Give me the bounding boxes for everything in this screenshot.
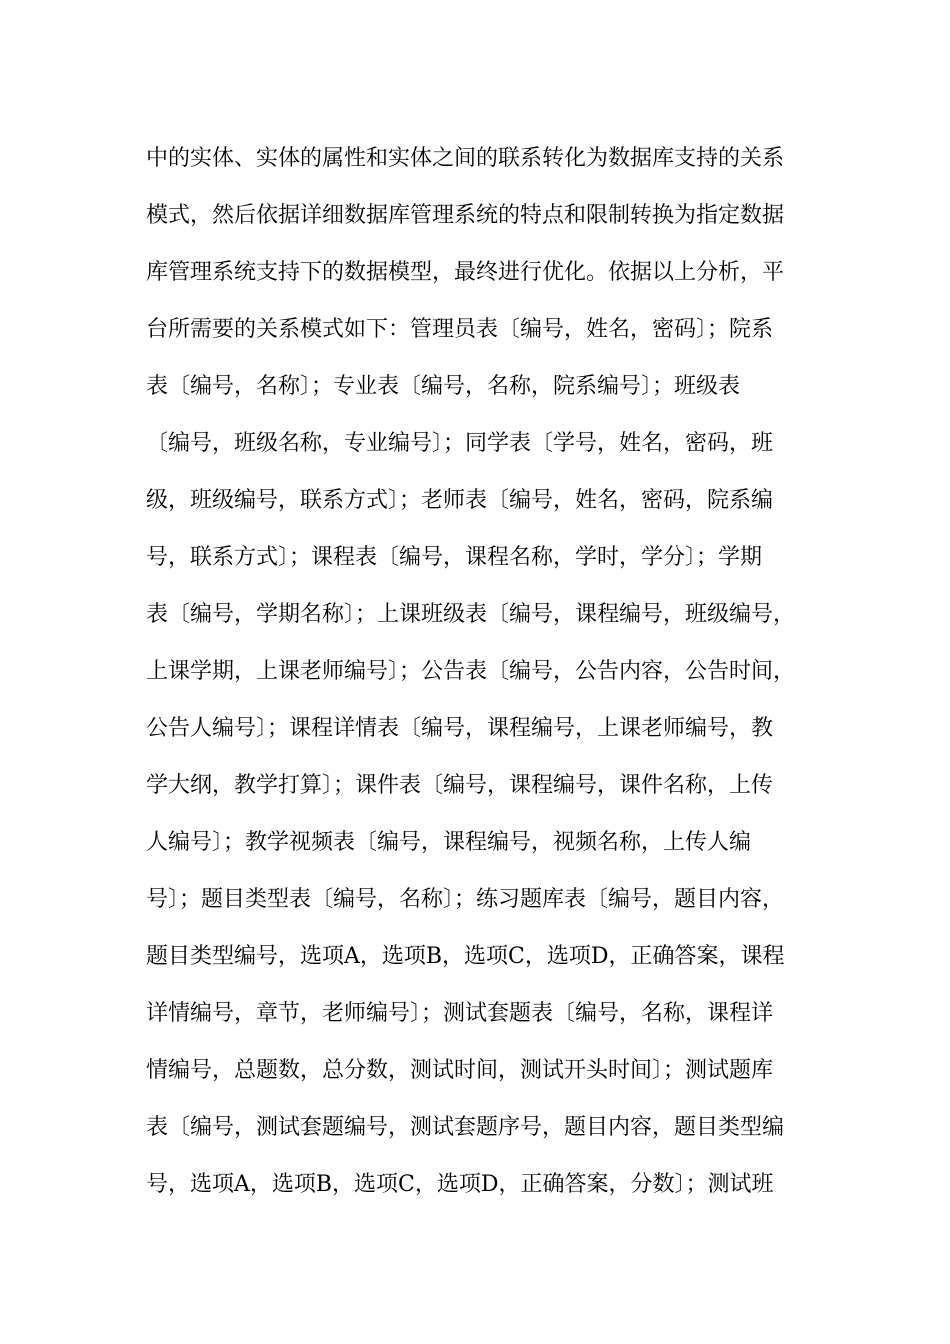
text-line: 学大纲，教学打算〕；课件表〔编号，课程编号，课件名称，上传 [146, 773, 774, 798]
text-line: 题目类型编号，选项A，选项B，选项C，选项D，正确答案，课程 [146, 944, 785, 969]
body-paragraph [146, 130, 826, 1213]
text-line: 表〔编号，名称〕；专业表〔编号，名称，院系编号〕；班级表 [146, 374, 741, 399]
text-line: 公告人编号〕；课程详情表〔编号，课程编号，上课老师编号，教 [146, 716, 774, 741]
text-line: 号，选项A，选项B，选项C，选项D，正确答案，分数〕；测试班 [146, 1172, 774, 1197]
text-line: 模式，然后依据详细数据库管理系统的特点和限制转换为指定数据 [146, 203, 785, 228]
text-line: 表〔编号，学期名称〕；上课班级表〔编号，课程编号，班级编号， [146, 602, 796, 627]
text-line: 级，班级编号，联系方式〕；老师表〔编号，姓名，密码，院系编 [146, 488, 774, 513]
text-line: 中的实体、实体的属性和实体之间的联系转化为数据库支持的关系 [146, 146, 785, 171]
text-line: 号，联系方式〕；课程表〔编号，课程名称，学时，学分〕；学期 [146, 545, 763, 570]
text-line: 详情编号，章节，老师编号〕；测试套题表〔编号，名称，课程详 [146, 1001, 774, 1026]
text-line: 上课学期，上课老师编号〕；公告表〔编号，公告内容，公告时间， [146, 659, 796, 684]
text-line: 台所需要的关系模式如下：管理员表〔编号，姓名，密码〕；院系 [146, 317, 774, 342]
text-line: 〔编号，班级名称，专业编号〕；同学表〔学号，姓名，密码，班 [146, 431, 774, 456]
text-line: 情编号，总题数，总分数，测试时间，测试开头时间〕；测试题库 [146, 1058, 774, 1083]
text-line: 人编号〕；教学视频表〔编号，课程编号，视频名称，上传人编 [146, 830, 752, 855]
text-line: 号〕；题目类型表〔编号，名称〕；练习题库表〔编号，题目内容， [146, 887, 785, 912]
text-line: 表〔编号，测试套题编号，测试套题序号，题目内容，题目类型编 [146, 1115, 785, 1140]
text-line: 库管理系统支持下的数据模型，最终进行优化。依据以上分析，平 [146, 260, 785, 285]
